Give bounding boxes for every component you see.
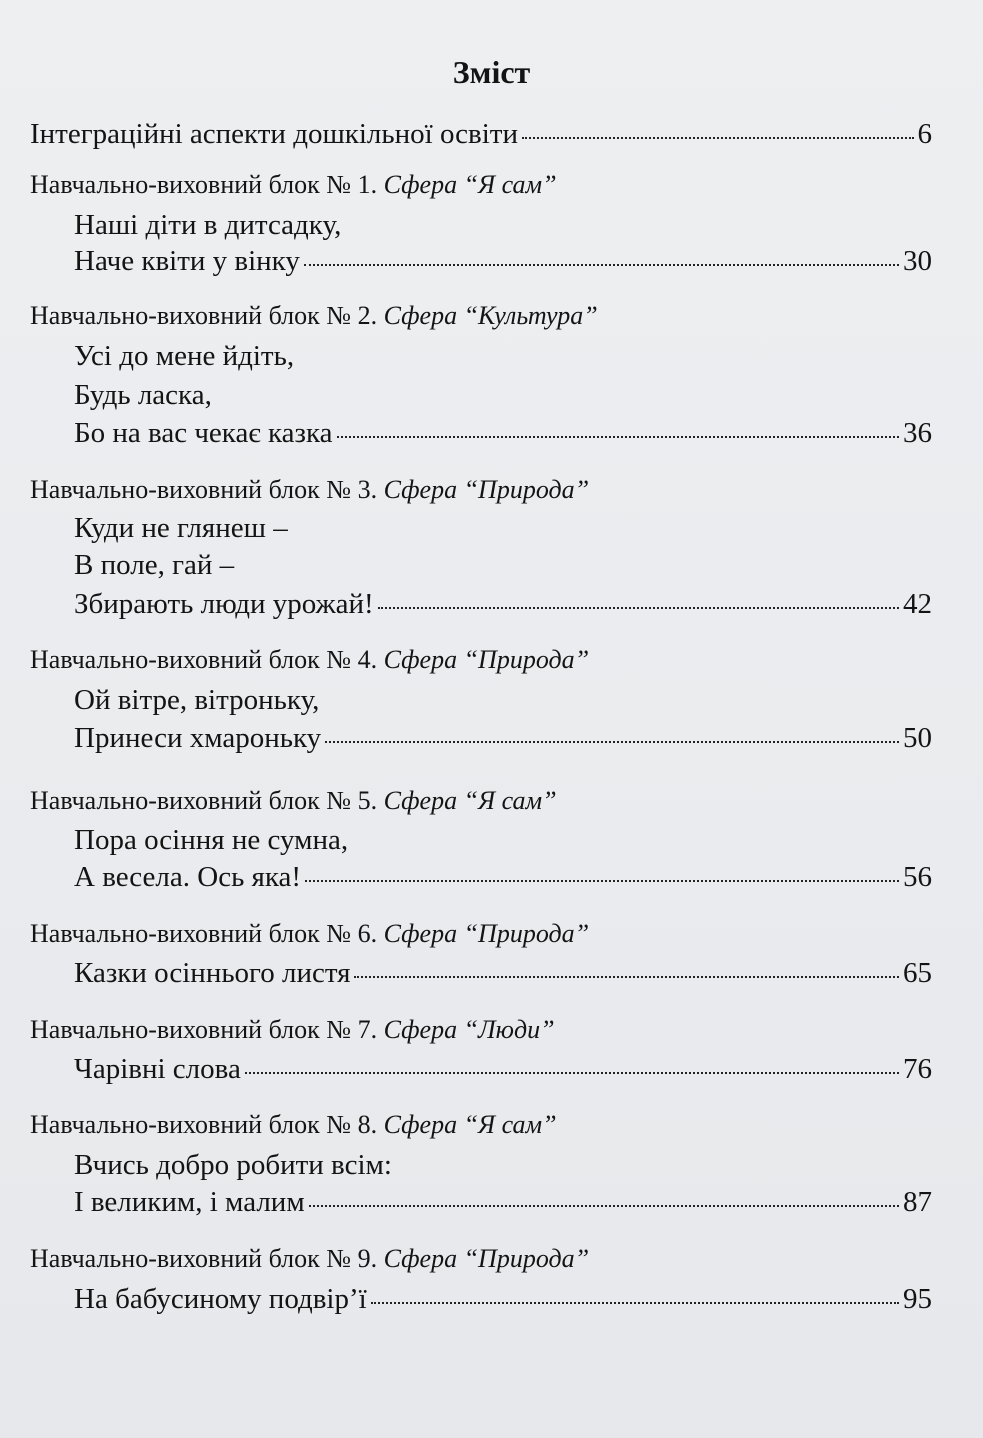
toc-entry-intro bbox=[30, 117, 932, 151]
toc-page-number: 6 bbox=[917, 118, 932, 150]
toc-block-heading bbox=[30, 917, 932, 951]
block-number: Навчально-виховний блок № 3. bbox=[30, 475, 378, 504]
toc-entry bbox=[30, 860, 932, 894]
toc-block-heading bbox=[30, 784, 932, 818]
toc-page-number: 87 bbox=[903, 1186, 932, 1218]
toc-line bbox=[30, 823, 932, 857]
block-number: Навчально-виховний блок № 1. bbox=[30, 170, 378, 199]
toc-block-heading bbox=[30, 1242, 932, 1276]
toc-entry bbox=[30, 244, 932, 278]
toc-entry-text: Чарівні слова bbox=[74, 1053, 241, 1085]
block-sphere: Сфера “Культура” bbox=[383, 301, 598, 330]
block-sphere: Сфера “Природа” bbox=[383, 919, 590, 948]
toc-block-heading bbox=[30, 1108, 932, 1142]
toc-line bbox=[30, 683, 932, 717]
toc-leader-dots bbox=[354, 976, 899, 978]
block-number: Навчально-виховний блок № 8. bbox=[30, 1110, 378, 1139]
toc-entry-text: Інтеграційні аспекти дошкільної освіти bbox=[30, 118, 518, 150]
toc-line bbox=[30, 208, 932, 242]
toc-entry bbox=[30, 1282, 932, 1316]
toc-leader-dots bbox=[378, 607, 899, 609]
block-number: Навчально-виховний блок № 4. bbox=[30, 645, 378, 674]
block-sphere: Сфера “Природа” bbox=[383, 475, 590, 504]
toc-entry bbox=[30, 416, 932, 450]
toc-leader-dots bbox=[371, 1302, 899, 1304]
page-title: Зміст bbox=[452, 54, 531, 90]
toc-line bbox=[30, 548, 932, 582]
toc-page-number: 36 bbox=[903, 417, 932, 449]
toc-line-text: Куди не глянеш – bbox=[74, 512, 288, 544]
toc-entry bbox=[30, 1185, 932, 1219]
toc-entry-text: Збирають люди урожай! bbox=[74, 588, 374, 620]
toc-entry-text: І великим, і малим bbox=[74, 1186, 305, 1218]
block-number: Навчально-виховний блок № 7. bbox=[30, 1015, 378, 1044]
toc-page-number: 56 bbox=[903, 861, 932, 893]
block-sphere: Сфера “Я сам” bbox=[383, 1110, 557, 1139]
toc-block-heading bbox=[30, 643, 932, 677]
toc-entry bbox=[30, 956, 932, 990]
block-number: Навчально-виховний блок № 6. bbox=[30, 919, 378, 948]
toc-block-heading bbox=[30, 473, 932, 507]
toc-leader-dots bbox=[305, 880, 899, 882]
toc-entry-text: Казки осіннього листя bbox=[74, 957, 351, 989]
toc-entry bbox=[30, 721, 932, 755]
toc-entry bbox=[30, 587, 932, 621]
toc-entry-text: Наче квіти у вінку bbox=[74, 245, 300, 277]
toc-entry-text: А весела. Ось яка! bbox=[74, 861, 302, 893]
toc-page-number: 50 bbox=[903, 722, 932, 754]
toc-page-number: 76 bbox=[903, 1053, 932, 1085]
block-number: Навчально-виховний блок № 2. bbox=[30, 301, 378, 330]
block-number: Навчально-виховний блок № 9. bbox=[30, 1244, 378, 1273]
toc-entry-text: Принеси хмароньку bbox=[74, 722, 322, 754]
toc-line-text: Будь ласка, bbox=[74, 379, 212, 411]
toc-line bbox=[30, 511, 932, 545]
block-sphere: Сфера “Я сам” bbox=[383, 170, 557, 199]
toc-leader-dots bbox=[309, 1205, 899, 1207]
toc-entry-text: На бабусиному подвір’ї bbox=[74, 1283, 367, 1315]
toc-block-heading bbox=[30, 168, 932, 202]
block-sphere: Сфера “Я сам” bbox=[383, 786, 557, 815]
toc-page-number: 42 bbox=[903, 588, 932, 620]
toc-leader-dots bbox=[245, 1072, 899, 1074]
toc-line-text: Вчись добро робити всім: bbox=[74, 1149, 392, 1181]
toc-page-number: 95 bbox=[903, 1283, 932, 1315]
toc-page-number: 65 bbox=[903, 957, 932, 989]
toc-line bbox=[30, 1148, 932, 1182]
block-sphere: Сфера “Природа” bbox=[383, 645, 590, 674]
toc-line bbox=[30, 339, 932, 373]
block-sphere: Сфера “Природа” bbox=[383, 1244, 590, 1273]
toc-leader-dots bbox=[337, 436, 899, 438]
toc-entry-text: Бо на вас чекає казка bbox=[74, 417, 333, 449]
toc-page-number: 30 bbox=[903, 245, 932, 277]
toc-leader-dots bbox=[325, 741, 899, 743]
toc-line-text: Наші діти в дитсадку, bbox=[74, 209, 342, 241]
block-number: Навчально-виховний блок № 5. bbox=[30, 786, 378, 815]
toc-line-text: Усі до мене йдіть, bbox=[74, 340, 295, 372]
toc-leader-dots bbox=[304, 264, 899, 266]
block-sphere: Сфера “Люди” bbox=[383, 1015, 555, 1044]
toc-entry bbox=[30, 1052, 932, 1086]
toc-line bbox=[30, 378, 932, 412]
toc-line-text: Пора осіння не сумна, bbox=[74, 824, 349, 856]
toc-block-heading bbox=[30, 1013, 932, 1047]
toc-line-text: Ой вітре, вітроньку, bbox=[74, 684, 320, 716]
toc-block-heading bbox=[30, 299, 932, 333]
toc-line-text: В поле, гай – bbox=[74, 549, 235, 581]
toc-leader-dots bbox=[522, 137, 914, 139]
